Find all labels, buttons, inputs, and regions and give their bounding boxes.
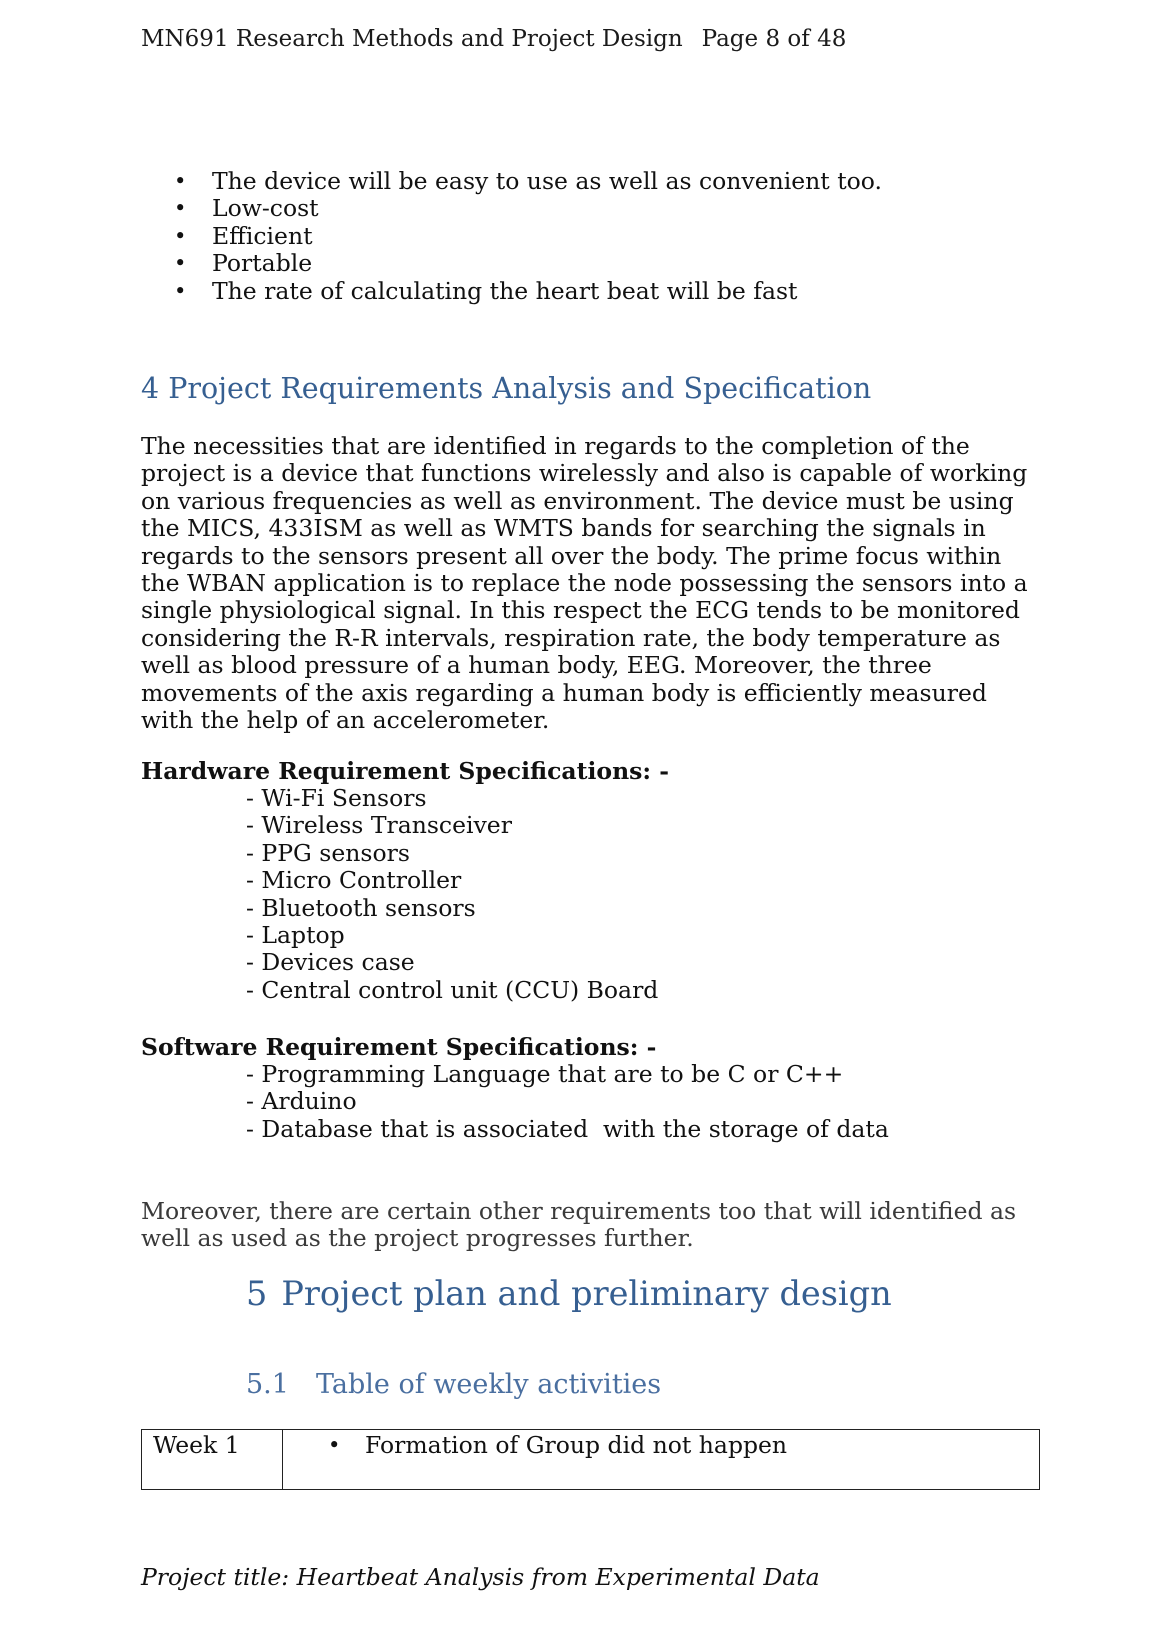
activity-cell <box>283 1430 1040 1490</box>
table-row <box>142 1430 1040 1490</box>
list-item: - Bluetooth sensors <box>246 893 476 922</box>
list-item: - PPG sensors <box>246 838 410 867</box>
list-item: • The device will be easy to use as well as convenient too. <box>141 168 1061 195</box>
plan-heading-number: 5 <box>246 1274 268 1313</box>
course-title: MN691 Research Methods and Project Design <box>141 26 683 52</box>
list-item: - Programming Language that are to be C or C++ <box>246 1060 844 1088</box>
list-item: - Micro Controller <box>246 866 462 895</box>
page-header <box>141 26 846 52</box>
weekly-activities-heading <box>246 1369 661 1401</box>
week-cell: Week 1 <box>142 1430 283 1490</box>
sub-heading-text: Table of weekly activities <box>316 1369 662 1400</box>
list-item: • The rate of calculating the heart beat will be fast <box>141 278 1061 305</box>
list-item: • Portable <box>141 250 1061 277</box>
list-item: • Low-cost <box>141 195 1061 222</box>
section-heading: 4 Project Requirements Analysis and Specification <box>141 372 872 405</box>
list-item: - Wireless Transceiver <box>246 811 512 840</box>
list-item: - Laptop <box>246 921 345 950</box>
list-item: - Central control unit (CCU) Board <box>246 975 659 1004</box>
weekly-activities-table <box>141 1429 1040 1490</box>
closing-paragraph: Moreover, there are certain other requirements too that will identified as well as used as the project progresses further. <box>141 1197 1017 1252</box>
list-item: - Wi-Fi Sensors <box>246 784 427 812</box>
page-footer: Project title: Heartbeat Analysis from Experimental Data <box>141 1563 820 1591</box>
hardware-spec-list <box>246 785 658 1004</box>
feature-bullet-list <box>141 168 1061 305</box>
page-number: Page 8 of 48 <box>701 26 847 52</box>
plan-heading <box>246 1274 892 1314</box>
list-item: - Database that is associated with the storage of data <box>246 1114 889 1143</box>
list-item: - Arduino <box>246 1087 357 1116</box>
software-spec-title: Software Requirement Specifications: - <box>141 1033 657 1061</box>
list-item: • Formation of Group did not happen <box>283 1432 1039 1459</box>
hardware-spec-title: Hardware Requirement Specifications: - <box>141 757 670 785</box>
list-item: • Efficient <box>141 223 1061 250</box>
plan-heading-text: Project plan and preliminary design <box>281 1274 892 1313</box>
software-spec-list <box>246 1061 889 1143</box>
sub-heading-number: 5.1 <box>246 1369 289 1400</box>
requirements-paragraph: The necessities that are identified in regards to the completion of the project is a device that functions wirelessly and also is capable of working on various frequencies as well as environment. The device must be using the MICS, 433ISM as well as WMTS bands for searching the signals in regards to the sensors present all over the body. The prime focus within the WBAN application is to replace the node possessing the sensors into a single physiological signal. In this respect the ECG tends to be monitored considering the R-R intervals, respiration rate, the body temperature as well as blood pressure of a human body, EEG. Moreover, the three movements of the axis regarding a human body is efficiently measured with the help of an accelerometer. <box>141 432 1028 735</box>
list-item: - Devices case <box>246 948 415 977</box>
